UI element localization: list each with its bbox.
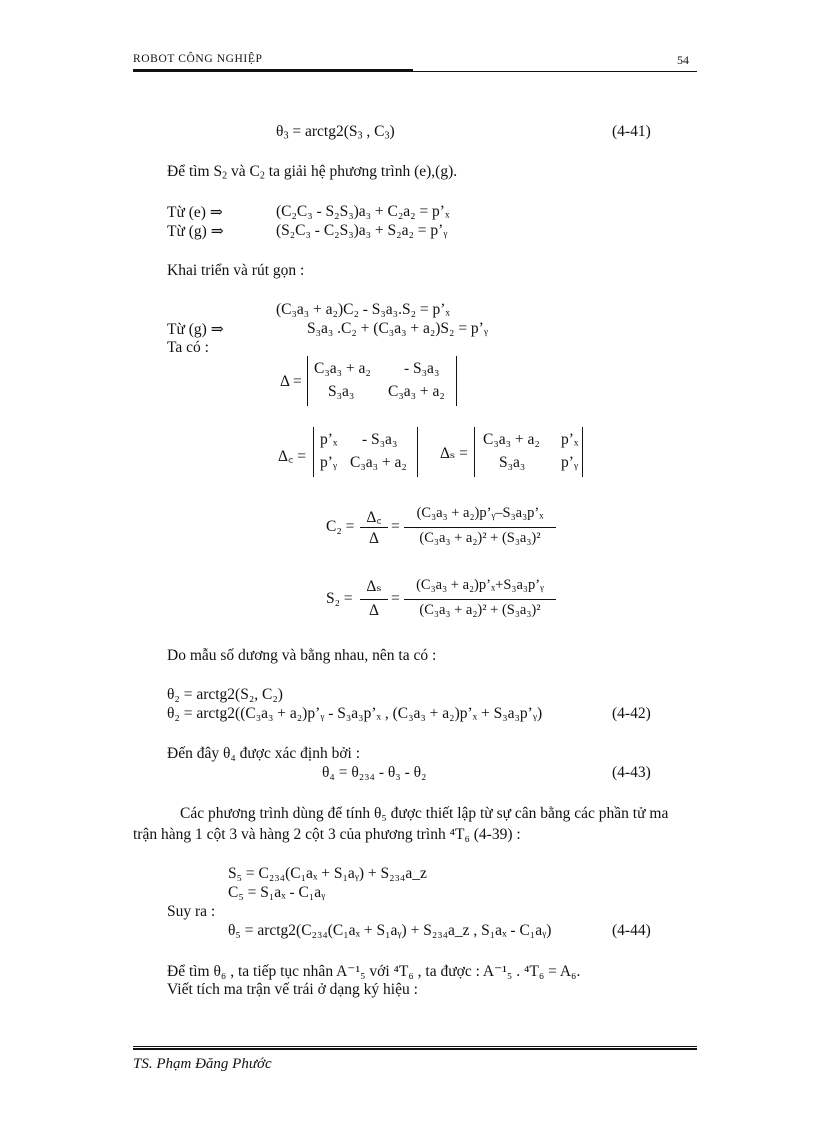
- suy-ra-label: Suy ra :: [167, 903, 216, 920]
- delta-s-m21: S₃a₃: [499, 454, 526, 471]
- delta-c-symbol: Δ꜀ =: [278, 448, 306, 465]
- equation-number-4-44: (4-44): [612, 922, 651, 939]
- c2-num1: Δ꜀: [366, 509, 382, 526]
- theta4-equation: θ₄ = θ₂₃₄ - θ₃ - θ₂: [322, 764, 427, 781]
- equation-number-4-43: (4-43): [612, 764, 651, 781]
- system1-row1-equation: (C₂C₃ - S₂S₃)a₃ + C₂a₂ = p’ₓ: [276, 203, 450, 220]
- delta-s-m22: p’ᵧ: [561, 454, 579, 471]
- c2-equals: =: [391, 518, 400, 535]
- theta5-equation: θ₅ = arctg2(C₂₃₄(C₁aₓ + S₁aᵧ) + S₂₃₄a_z , S₁aₓ - C₁aᵧ): [228, 922, 552, 939]
- c5-equation: C₅ = S₁aₓ - C₁aᵧ: [228, 884, 326, 901]
- footer-author: TS. Phạm Đăng Phước: [133, 1056, 272, 1072]
- delta-m22: C₃a₃ + a₂: [388, 383, 445, 400]
- system1-row1-label: Từ (e) ⇒: [167, 204, 223, 221]
- s2-lhs: S₂ =: [326, 590, 353, 607]
- expand-text: Khai triển và rút gọn :: [167, 262, 305, 279]
- system2-row2-label: Từ (g) ⇒: [167, 321, 224, 338]
- s2-den2: (C₃a₃ + a₂)² + (S₃a₃)²: [419, 602, 541, 618]
- s2-num1: Δₛ: [366, 578, 382, 595]
- equation-4-41: $\theta_3$ = $arctg2(S_3$ , $C_3$): [276, 123, 395, 142]
- delta-s-symbol: Δₛ =: [440, 445, 468, 462]
- page-number: 54: [677, 53, 689, 67]
- running-header-title: ROBOT CÔNG NGHIỆP: [133, 53, 263, 65]
- theta2-equation-b: θ₂ = arctg2((C₃a₃ + a₂)p’ᵧ - S₃a₃p’ₓ , (C₃a₃ + a₂)p’ₓ + S₃a₃p’ᵧ): [167, 705, 543, 722]
- header-rule: [133, 71, 697, 72]
- intro-paragraph: Để tìm $S_2$ và $C_2$ ta giải hệ phương trình (e),(g).: [167, 163, 458, 182]
- c2-fraction-line-2: [404, 527, 556, 528]
- delta-s-m12: p’ₓ: [561, 431, 579, 448]
- s5-equation: S₅ = C₂₃₄(C₁aₓ + S₁aᵧ) + S₂₃₄a_z: [228, 865, 427, 882]
- system2-row2-equation: S₃a₃ .C₂ + (C₃a₃ + a₂)S₂ = p’ᵧ: [307, 320, 488, 337]
- equation-number-4-42: (4-42): [612, 705, 651, 722]
- s2-den1: Δ: [369, 602, 379, 619]
- paragraph-theta5-line1: Các phương trình dùng để tính θ₅ được thiết lập từ sự cân bằng các phần tử ma: [180, 805, 669, 822]
- delta-m12: - S₃a₃: [404, 360, 440, 377]
- system1-row2-equation: (S₂C₃ - C₂S₃)a₃ + S₂a₂ = p’ᵧ: [276, 222, 448, 239]
- last-paragraph: Viết tích ma trận vế trái ở dạng ký hiệu :: [167, 981, 418, 998]
- footer-rule-thick: [133, 1048, 697, 1050]
- s2-equals: =: [391, 590, 400, 607]
- delta-s-matrix: [474, 427, 583, 477]
- system2-row1-equation: (C₃a₃ + a₂)C₂ - S₃a₃.S₂ = p’ₓ: [276, 301, 450, 318]
- delta-s-m11: C₃a₃ + a₂: [483, 431, 540, 448]
- c2-lhs: C₂ =: [326, 518, 355, 535]
- theta2-equation-a: θ₂ = arctg2(S₂, C₂): [167, 686, 283, 703]
- s2-fraction-line-2: [404, 599, 556, 600]
- denominator-paragraph: Do mẫu số dương và bằng nhau, nên ta có :: [167, 647, 437, 664]
- s2-num2: (C₃a₃ + a₂)p’ₓ+S₃a₃p’ᵧ: [416, 577, 544, 593]
- c2-den2: (C₃a₃ + a₂)² + (S₃a₃)²: [419, 530, 541, 546]
- delta-matrix: [307, 356, 457, 406]
- c2-den1: Δ: [369, 530, 379, 547]
- c2-num2: (C₃a₃ + a₂)p’ᵧ–S₃a₃p’ₓ: [416, 505, 544, 521]
- delta-c-m22: C₃a₃ + a₂: [350, 454, 407, 471]
- delta-symbol: Δ =: [280, 373, 302, 390]
- theta6-paragraph: Để tìm θ₆ , ta tiếp tục nhân A⁻¹₅ với ⁴T₆ , ta được : A⁻¹₅ . ⁴T₆ = A₆.: [167, 963, 581, 980]
- system1-row2-label: Từ (g) ⇒: [167, 223, 224, 240]
- delta-m11: C₃a₃ + a₂: [314, 360, 371, 377]
- delta-c-matrix: [313, 427, 418, 477]
- s2-fraction-line-1: [360, 599, 388, 600]
- delta-c-m12: - S₃a₃: [362, 431, 398, 448]
- footer-rule: [133, 1046, 697, 1047]
- delta-m21: S₃a₃: [328, 383, 355, 400]
- delta-c-m11: p’ₓ: [320, 431, 338, 448]
- theta4-intro: Đến đây θ₄ được xác định bởi :: [167, 745, 361, 762]
- ta-co-label: Ta có :: [167, 339, 209, 356]
- paragraph-theta5-line2: trận hàng 1 cột 3 và hàng 2 cột 3 của phương trình ⁴T₆ (4-39) :: [133, 826, 521, 843]
- delta-c-m21: p’ᵧ: [320, 454, 338, 471]
- equation-number-4-41: (4-41): [612, 123, 651, 140]
- c2-fraction-line-1: [360, 527, 388, 528]
